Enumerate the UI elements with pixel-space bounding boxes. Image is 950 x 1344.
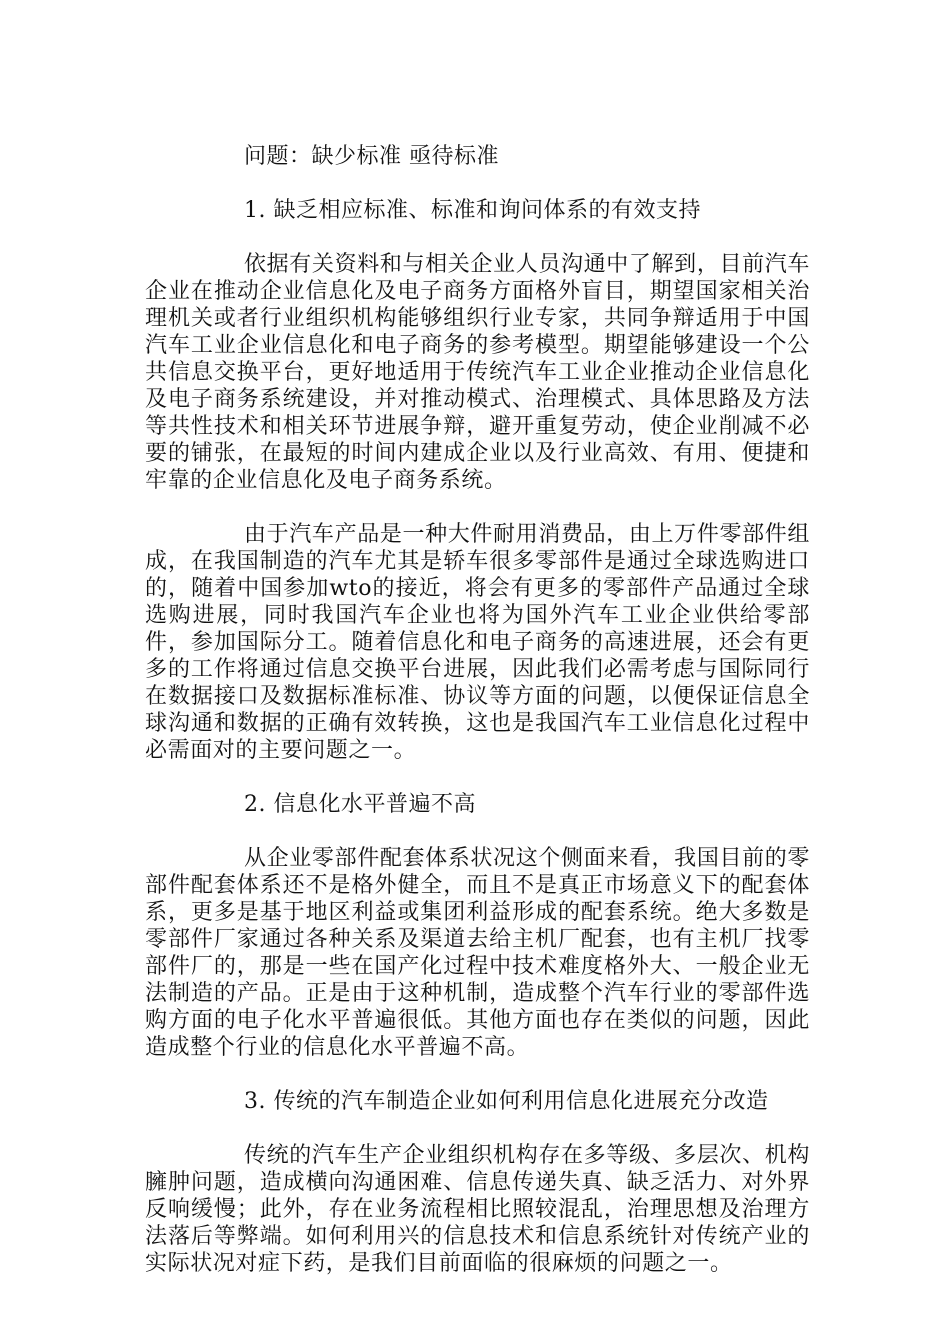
- section-heading-2: 2. 信息化水平普遍不高: [244, 792, 476, 817]
- section-heading-1: 1. 缺乏相应标准、标准和询问体系的有效支持: [244, 198, 701, 223]
- section-1-paragraph-1: 依据有关资料和与相关企业人员沟通中了解到，目前汽车企业在推动企业信息化及电子商务方面格外盲目，期望国家相关治理机关或者行业组织机构能够组织行业专家，共同争辩适用于中国汽车工业企业信息化和电子商务的参考模型。期望能够建设一个公共信息交换平台，更好地适用于传统汽车工业企业推动企业信息化及电子商务系统建设，并对推动模式、治理模式、具体思路及方法等共性技术和相关环节进展争辩，避开重复劳动，使企业削减不必要的铺张，在最短的时间内建成企业以及行业高效、有用、便捷和牢靠的企业信息化及电子商务系统。: [145, 252, 810, 493]
- section-heading-3: 3. 传统的汽车制造企业如何利用信息化进展充分改造: [244, 1089, 769, 1114]
- document-title: 问题：缺少标准 亟待标准: [244, 144, 499, 169]
- document-body: [145, 143, 810, 1304]
- section-1-paragraph-2: 由于汽车产品是一种大件耐用消费品，由上万件零部件组成，在我国制造的汽车尤其是轿车很多零部件是通过全球选购进口的，随着中国参加wto的接近，将会有更多的零部件产品通过全球选购进展，同时我国汽车企业也将为国外汽车工业企业供给零部件，参加国际分工。随着信息化和电子商务的高速进展，还会有更多的工作将通过信息交换平台进展，因此我们必需考虑与国际同行在数据接口及数据标准标准、协议等方面的问题，以便保证信息全球沟通和数据的正确有效转换，这也是我国汽车工业信息化过程中必需面对的主要问题之一。: [145, 522, 810, 763]
- section-2-paragraph-1: 从企业零部件配套体系状况这个侧面来看，我国目前的零部件配套体系还不是格外健全，而且不是真正市场意义下的配套体系，更多是基于地区利益或集团利益形成的配套系统。绝大多数是零部件厂家通过各种关系及渠道去给主机厂配套，也有主机厂找零部件厂的，那是一些在国产化过程中技术难度格外大、一般企业无法制造的产品。正是由于这种机制，造成整个汽车行业的零部件选购方面的电子化水平普遍很低。其他方面也存在类似的问题，因此造成整个行业的信息化水平普遍不高。: [145, 846, 810, 1060]
- section-3-paragraph-1: 传统的汽车生产企业组织机构存在多等级、多层次、机构臃肿问题，造成横向沟通困难、信息传递失真、缺乏活力、对外界反响缓慢；此外，存在业务流程相比照较混乱，治理思想及治理方法落后等弊端。如何利用兴的信息技术和信息系统针对传统产业的实际状况对症下药，是我们目前面临的很麻烦的问题之一。: [145, 1143, 810, 1276]
